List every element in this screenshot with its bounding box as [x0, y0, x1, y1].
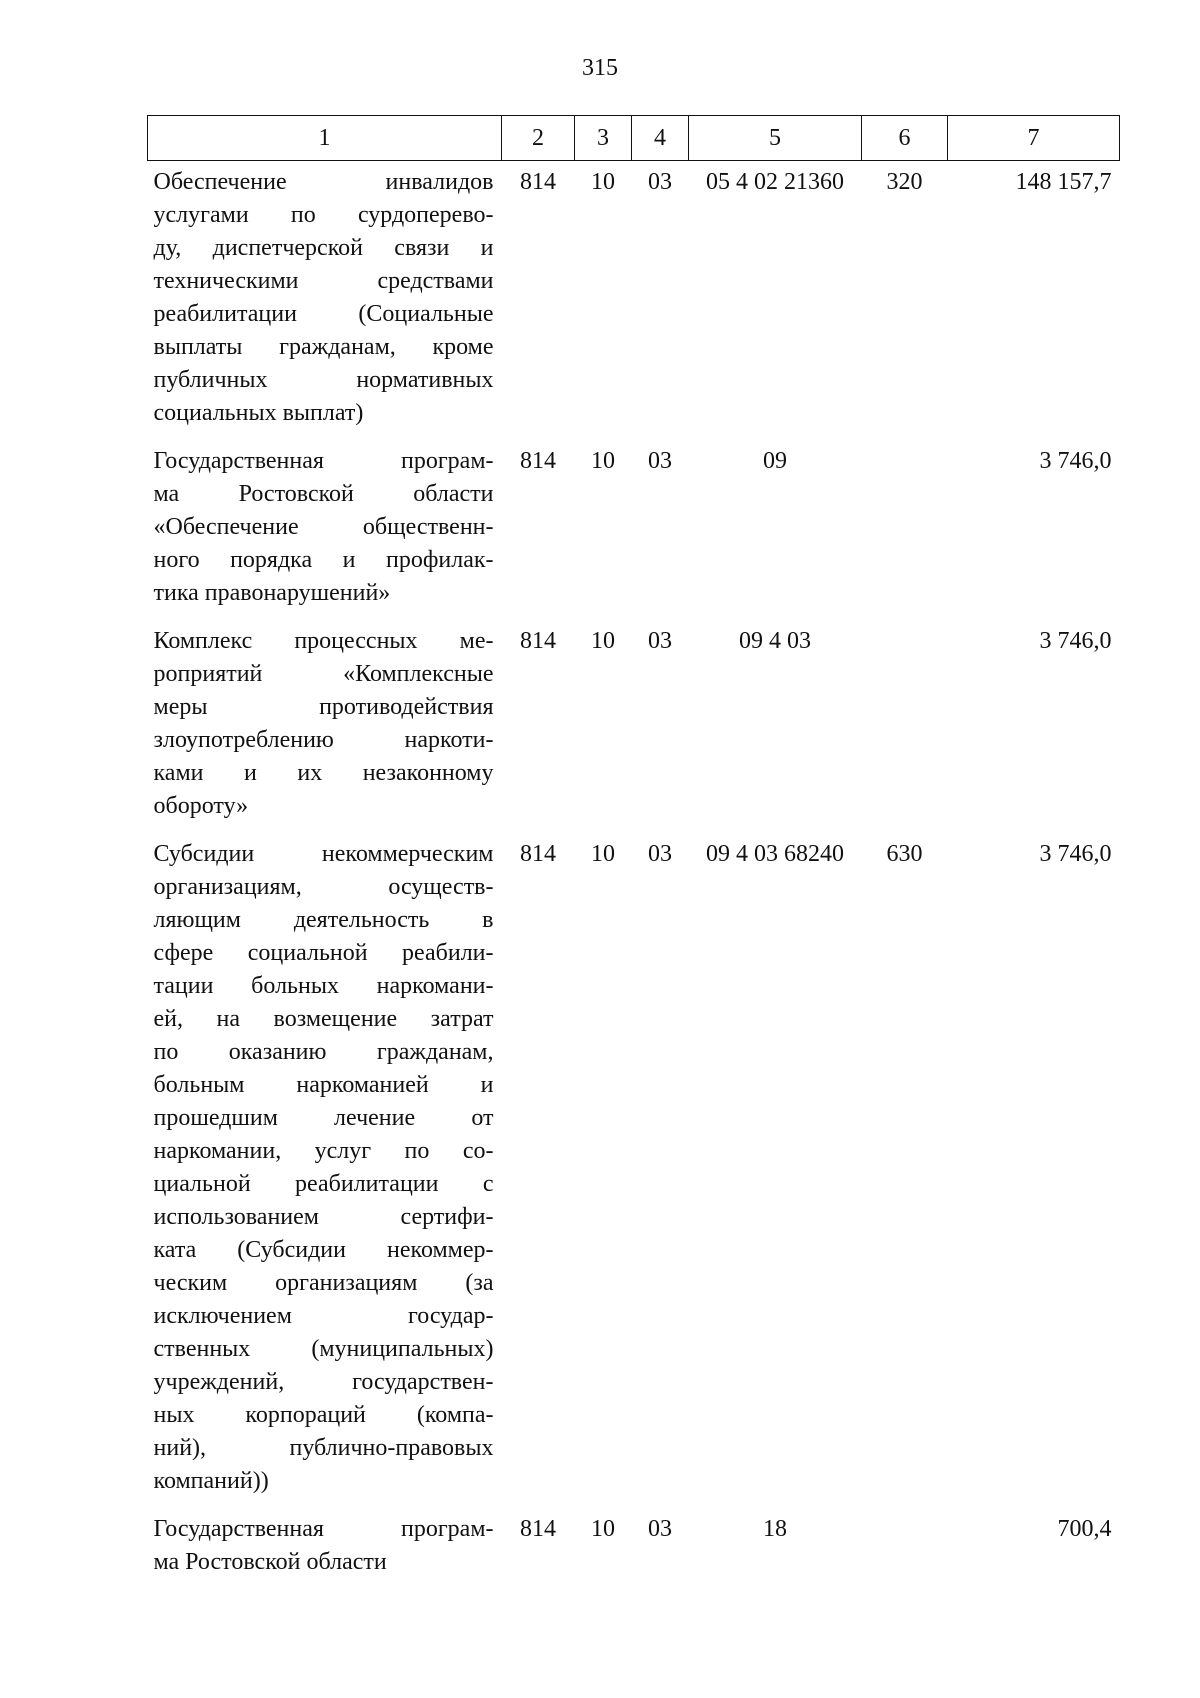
- row-name-line: услугами по сурдоперево-: [153, 202, 494, 228]
- rz-cell: 10: [591, 628, 615, 654]
- csr-cell: 09: [763, 448, 787, 474]
- column-header: 3: [575, 116, 632, 161]
- pr-cell: 03: [648, 169, 672, 195]
- row-name-line: ляющим деятельность в: [153, 907, 494, 933]
- row-name-line: ма Ростовской области: [153, 1549, 387, 1575]
- pr-cell: 03: [648, 1516, 672, 1542]
- row-name-line: Обеспечение инвалидов: [153, 169, 494, 195]
- table-row: [148, 1508, 1120, 1589]
- gr-cell: 814: [520, 169, 556, 195]
- budget-table: [147, 115, 1120, 1589]
- row-name-line: ческим организациям (за: [153, 1270, 494, 1296]
- row-name-line: меры противодействия: [153, 694, 494, 720]
- row-name-line: ных корпораций (компа-: [153, 1402, 494, 1428]
- row-name-line: учреждений, государствен-: [153, 1369, 494, 1395]
- row-name-cell: [148, 1508, 502, 1589]
- rz-cell: 10: [591, 448, 615, 474]
- row-name-line: публичных нормативных: [153, 367, 494, 393]
- row-name-line: тика правонарушений»: [153, 580, 391, 606]
- row-name-line: ственных (муниципальных): [153, 1336, 494, 1362]
- row-name-line: ного порядка и профилак-: [153, 547, 494, 573]
- vr-cell: 630: [886, 841, 923, 867]
- column-header: 5: [689, 116, 862, 161]
- row-name-line: Государственная програм-: [153, 448, 494, 474]
- gr-cell: 814: [520, 628, 556, 654]
- row-name-line: циальной реабилитации с: [153, 1171, 494, 1197]
- column-header: 2: [502, 116, 575, 161]
- row-name-line: «Обеспечение общественн-: [153, 514, 494, 540]
- row-name-line: социальных выплат): [153, 400, 364, 426]
- table-header-row: [148, 116, 1120, 161]
- row-name-cell: [148, 833, 502, 1508]
- row-name-line: по оказанию гражданам,: [153, 1039, 494, 1065]
- table-row: [148, 620, 1120, 833]
- table-row: [148, 440, 1120, 620]
- row-name-line: Комплекс процессных ме-: [153, 628, 494, 654]
- row-name-cell: [148, 161, 502, 441]
- row-name-line: Государственная програм-: [153, 1516, 494, 1542]
- amount-cell: 148 157,7: [1015, 169, 1112, 195]
- table-row: [148, 833, 1120, 1508]
- column-header: 6: [862, 116, 948, 161]
- amount-cell: 700,4: [1057, 1516, 1112, 1542]
- row-name-cell: [148, 440, 502, 620]
- row-name-line: организациям, осуществ-: [153, 874, 494, 900]
- row-name-line: ду, диспетчерской связи и: [153, 235, 494, 261]
- row-name-line: сфере социальной реабили-: [153, 940, 494, 966]
- column-header: 1: [148, 116, 502, 161]
- vr-cell: [862, 440, 948, 620]
- gr-cell: 814: [520, 448, 556, 474]
- row-name-line: ей, на возмещение затрат: [153, 1006, 494, 1032]
- rz-cell: 10: [591, 169, 615, 195]
- pr-cell: 03: [648, 841, 672, 867]
- vr-cell: 320: [886, 169, 923, 195]
- amount-cell: 3 746,0: [1039, 628, 1112, 654]
- row-name-line: обороту»: [153, 793, 249, 819]
- row-name-line: Субсидии некоммерческим: [153, 841, 494, 867]
- pr-cell: 03: [648, 448, 672, 474]
- table-row: [148, 161, 1120, 441]
- row-name-cell: [148, 620, 502, 833]
- pr-cell: 03: [648, 628, 672, 654]
- amount-cell: 3 746,0: [1039, 448, 1112, 474]
- row-name-line: компаний)): [153, 1468, 269, 1494]
- row-name-line: ма Ростовской области: [153, 481, 494, 507]
- csr-cell: 09 4 03: [739, 628, 811, 654]
- row-name-line: наркомании, услуг по со-: [153, 1138, 494, 1164]
- rz-cell: 10: [591, 841, 615, 867]
- row-name-line: прошедшим лечение от: [153, 1105, 494, 1131]
- row-name-line: злоупотреблению наркоти-: [153, 727, 494, 753]
- row-name-line: ката (Субсидии некоммер-: [153, 1237, 494, 1263]
- vr-cell: [862, 1508, 948, 1589]
- column-header: 7: [948, 116, 1120, 161]
- row-name-line: роприятий «Комплексные: [153, 661, 494, 687]
- csr-cell: 18: [763, 1516, 787, 1542]
- column-header: 4: [632, 116, 689, 161]
- row-name-line: техническими средствами: [153, 268, 494, 294]
- row-name-line: больным наркоманией и: [153, 1072, 494, 1098]
- rz-cell: 10: [591, 1516, 615, 1542]
- gr-cell: 814: [520, 841, 556, 867]
- row-name-line: выплаты гражданам, кроме: [153, 334, 494, 360]
- gr-cell: 814: [520, 1516, 556, 1542]
- vr-cell: [862, 620, 948, 833]
- row-name-line: ками и их незаконному: [153, 760, 494, 786]
- amount-cell: 3 746,0: [1039, 841, 1112, 867]
- row-name-line: исключением государ-: [153, 1303, 494, 1329]
- row-name-line: тации больных наркомани-: [153, 973, 494, 999]
- csr-cell: 05 4 02 21360: [706, 169, 844, 195]
- csr-cell: 09 4 03 68240: [706, 841, 844, 867]
- row-name-line: реабилитации (Социальные: [153, 301, 494, 327]
- row-name-line: использованием сертифи-: [153, 1204, 494, 1230]
- row-name-line: ний), публично-правовых: [153, 1435, 494, 1461]
- page-number: 315: [582, 55, 618, 81]
